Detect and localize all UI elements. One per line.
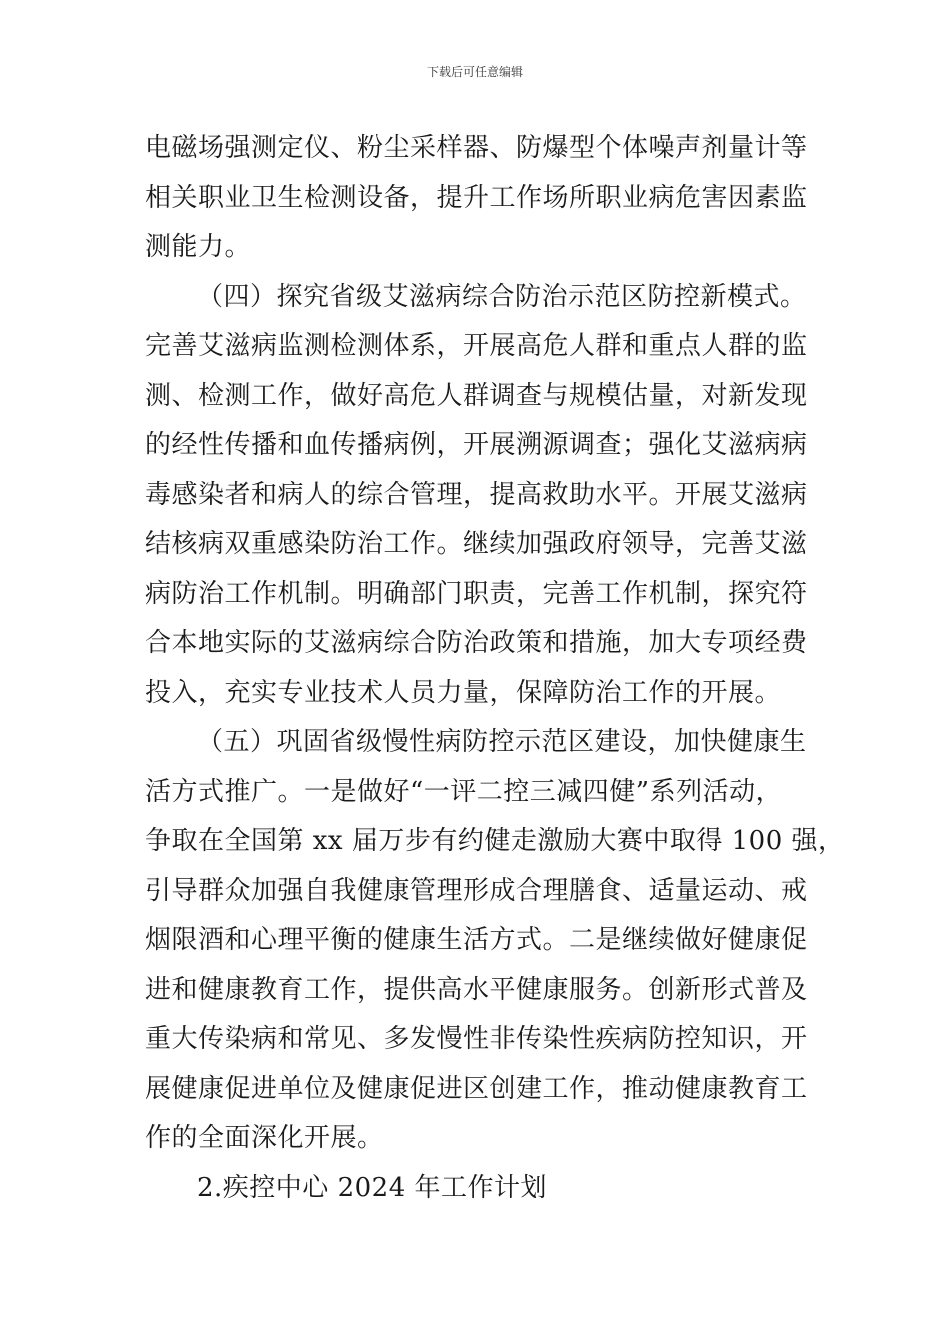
- paragraph-continuation: [145, 124, 807, 273]
- text-line: 毒感染者和病人的综合管理，提高救助水平。开展艾滋病: [145, 479, 808, 510]
- text-line: 病防治工作机制。明确部门职责，完善工作机制，探究符: [145, 578, 808, 609]
- text-line: 展健康促进单位及健康促进区创建工作，推动健康教育工: [145, 1073, 808, 1104]
- text-line: （五）巩固省级慢性病防控示范区建设，加快健康生: [197, 727, 807, 757]
- text-line: 合本地实际的艾滋病综合防治政策和措施，加大专项经费: [145, 628, 808, 658]
- section-heading: [145, 1164, 807, 1214]
- text-line: 2.疾控中心 2024 年工作计划: [197, 1172, 548, 1203]
- text-line: 测、检测工作，做好高危人群调查与规模估量，对新发现: [145, 380, 808, 411]
- page-header: 下载后可任意编辑: [426, 65, 523, 79]
- text-line: 完善艾滋病监测检测体系，开展高危人群和重点人群的监: [145, 331, 808, 361]
- text-line: 相关职业卫生检测设备，提升工作场所职业病危害因素监: [145, 182, 808, 213]
- text-line: 重大传染病和常见、多发慢性非传染性疾病防控知识，开: [145, 1024, 808, 1054]
- text-line: 争取在全国第 xx 届万步有约健走激励大赛中取得 100 强，: [145, 826, 845, 856]
- text-line: 结核病双重感染防治工作。继续加强政府领导，完善艾滋: [145, 529, 808, 559]
- paragraph-section-four: [145, 273, 807, 719]
- paragraph-section-five: [145, 718, 845, 1164]
- text-line: 测能力。: [145, 232, 252, 262]
- document-body: [145, 124, 845, 1213]
- text-line: 电磁场强测定仪、粉尘采样器、防爆型个体噪声剂量计等: [145, 133, 808, 163]
- text-line: 投入，充实专业技术人员力量，保障防治工作的开展。: [145, 677, 782, 708]
- text-line: 作的全面深化开展。: [145, 1123, 384, 1153]
- text-line: 烟限酒和心理平衡的健康生活方式。二是继续做好健康促: [145, 925, 808, 955]
- text-line: 活方式推广。一是做好“一评二控三减四健”系列活动，: [145, 776, 783, 807]
- text-line: （四）探究省级艾滋病综合防治示范区防控新模式。: [197, 281, 807, 312]
- text-line: 引导群众加强自我健康管理形成合理膳食、适量运动、戒: [145, 875, 808, 906]
- text-line: 进和健康教育工作，提供高水平健康服务。创新形式普及: [145, 974, 808, 1005]
- text-line: 的经性传播和血传播病例，开展溯源调查；强化艾滋病病: [145, 430, 808, 460]
